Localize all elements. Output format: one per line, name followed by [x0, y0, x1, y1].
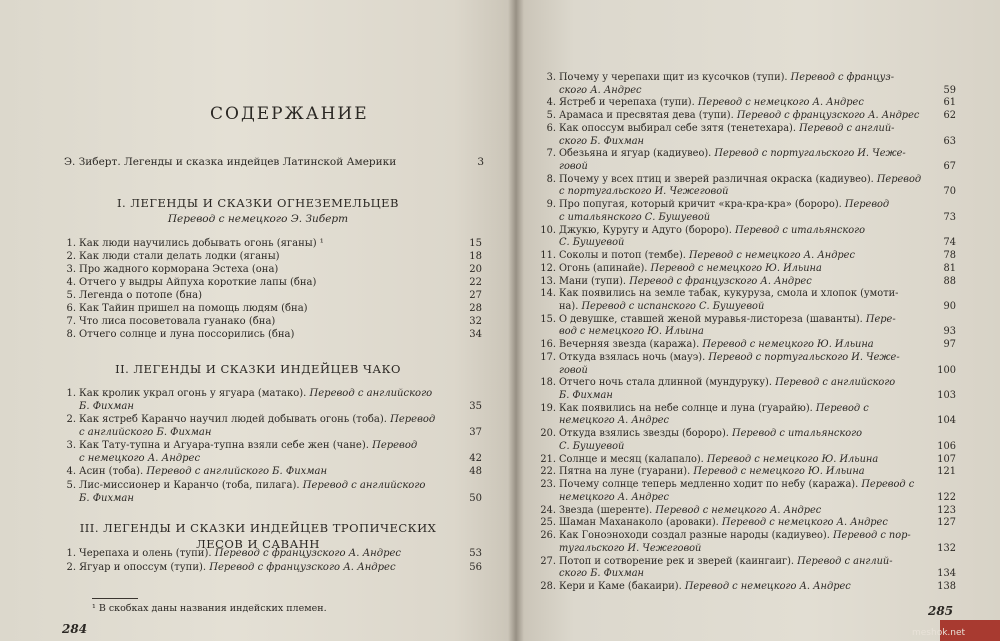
entry-line: [536, 174, 956, 187]
watermark: meshok.net: [912, 628, 966, 638]
entry-page: 73: [943, 211, 956, 223]
entry-translator-cont: Б. Фихман: [79, 400, 134, 412]
section3-heading-line1: III. ЛЕГЕНДЫ И СКАЗКИ ИНДЕЙЦЕВ ТРОПИЧЕСКИХ: [79, 521, 437, 535]
entry-title: Лис-миссионер и Каранчо (тоба, пилага).: [79, 480, 300, 491]
entry-number: 1.: [66, 548, 76, 559]
entry-title: Почему солнце теперь медленно ходит по небу (каража).: [559, 479, 859, 491]
entry-number: 10.: [540, 224, 556, 236]
page-title: СОДЕРЖАНИЕ: [210, 104, 369, 124]
entry-page: 104: [937, 415, 956, 427]
entry-number: 6.: [546, 123, 556, 134]
entry-line: [536, 110, 956, 123]
toc-entry: [536, 97, 956, 110]
entry-line: [536, 581, 956, 594]
toc-entry: [536, 263, 956, 276]
entry-line: [536, 505, 956, 518]
entry-title: Отчего ночь стала длинной (мундуруку).: [559, 377, 772, 389]
entry-title: Как Тату-тупна и Агуара-тупна взяли себе жен (чане).: [79, 440, 369, 451]
entry-page: 34: [469, 329, 482, 340]
entry-line: [536, 339, 956, 352]
entry-line: [62, 440, 482, 453]
entry-title: Черепаха и олень (тупи).: [79, 548, 212, 559]
entry-number: 1.: [66, 388, 76, 399]
toc-entry: [62, 480, 482, 505]
entry-number: 16.: [540, 339, 556, 351]
toc-entry: [62, 388, 482, 413]
entry-title: Откуда взялись звезды (бороро).: [559, 428, 729, 440]
entry-title: Как опоссум выбирал себе зятя (тенетехара).: [559, 123, 796, 134]
entry-line: [536, 199, 956, 212]
entry-title: Про жадного корморана Эстеха (она): [79, 264, 279, 275]
entry-translator: Перевод с французского А. Андрес: [214, 548, 402, 559]
entry-number: 17.: [540, 352, 556, 363]
intro-entry: [64, 156, 484, 168]
toc-entry: [62, 238, 482, 251]
entry-translator: Перевод с англий-: [799, 123, 895, 134]
toc-entry: [62, 548, 482, 561]
entry-page: 81: [943, 262, 956, 274]
intro-text: Э. Зиберт. Легенды и сказка индейцев Латинской Америки: [64, 156, 397, 168]
entry-translator-cont: говой: [559, 160, 588, 172]
entry-number: 7.: [546, 148, 556, 160]
entry-translator: Перевод с немецкого А. Андрес: [721, 517, 888, 529]
entry-page: 15: [469, 238, 482, 249]
toc-entry: [62, 440, 482, 465]
section3-heading-line2: ЛЕСОВ И САВАНН: [196, 537, 320, 551]
entry-number: 2.: [66, 414, 76, 425]
toc-entry: [62, 290, 482, 303]
entry-page: 103: [937, 389, 956, 401]
entry-translator: Перевод с английского: [775, 377, 896, 389]
entry-page: 63: [943, 135, 956, 147]
toc-entry: [536, 479, 956, 504]
entry-translator-cont: вод с немецкого Ю. Ильина: [559, 326, 704, 338]
toc-entry: [536, 174, 956, 199]
entry-translator: Перевод с португальского И. Чеже-: [714, 148, 906, 160]
entry-page: 62: [943, 110, 956, 122]
entry-number: 4.: [66, 277, 76, 288]
entry-line-2: [536, 136, 956, 149]
entry-line-2: [536, 390, 956, 403]
entry-line: [536, 288, 956, 301]
entry-title: Почему у всех птиц и зверей различная окраска (кадиувео).: [559, 173, 874, 185]
entry-line-2: [62, 493, 482, 506]
entry-title: Ястреб и черепаха (тупи).: [559, 97, 695, 109]
entry-page: 35: [469, 400, 482, 412]
entry-page: 22: [469, 277, 482, 288]
entry-translator: Перевод с немецкого Ю. Ильина: [702, 339, 874, 351]
toc-entry: [62, 277, 482, 290]
toc-entry: [536, 199, 956, 224]
entry-page: 59: [943, 84, 956, 96]
toc-entry: [536, 225, 956, 250]
entry-line-2: [536, 415, 956, 428]
entry-number: 25.: [540, 517, 556, 529]
footnote: ¹ В скобках даны названия индейских племен.: [92, 603, 327, 614]
toc-entry: [536, 377, 956, 402]
entry-page: 88: [943, 275, 956, 287]
entry-number: 20.: [540, 428, 556, 440]
entry-number: 18.: [540, 377, 556, 389]
entry-number: 13.: [540, 275, 556, 287]
toc-entry: [536, 72, 956, 97]
entry-title: Почему у черепахи щит из кусочков (тупи).: [559, 72, 788, 83]
entry-page: 100: [937, 364, 956, 376]
right-folio: 285: [928, 604, 954, 618]
entry-title: Кери и Каме (бакаири).: [559, 581, 682, 592]
entry-line: [536, 530, 956, 543]
entry-line: [536, 517, 956, 530]
entry-translator-cont: немецкого А. Андрес: [559, 491, 670, 503]
toc-entry: [536, 403, 956, 428]
entry-line: [536, 556, 956, 569]
entry-line: [62, 480, 482, 493]
entry-page: 27: [469, 290, 482, 301]
entry-translator: Перевод с англий-: [797, 555, 893, 567]
entry-page: 127: [937, 517, 956, 529]
entry-translator-cont: с английского Б. Фихман: [79, 426, 212, 438]
entry-number: 3.: [546, 72, 556, 83]
entry-page: 32: [469, 316, 482, 327]
entry-line: [536, 250, 956, 263]
entry-translator-cont: ского А. Андрес: [559, 84, 642, 96]
entry-translator-cont: Б. Фихман: [79, 492, 134, 504]
entry-page: 67: [943, 160, 956, 172]
toc-entry: [536, 339, 956, 352]
entry-page: 138: [937, 581, 956, 592]
entry-translator-cont: Б. Фихман: [559, 389, 613, 401]
entry-title: Соколы и потоп (тембе).: [559, 250, 686, 261]
entry-page: 42: [469, 452, 482, 464]
entry-number: 28.: [540, 581, 556, 592]
entry-number: 8.: [546, 173, 556, 185]
entry-translator-cont: с португальского И. Чежеговой: [559, 186, 729, 198]
toc-entry: [62, 264, 482, 277]
entry-translator: Перевод с французского А. Андрес: [736, 110, 920, 122]
entry-translator: Перевод с испанского С. Бушуевой: [581, 300, 765, 312]
toc-entry: [536, 123, 956, 148]
entry-number: 4.: [546, 97, 556, 109]
entry-title: Джукю, Куругу и Адуго (бороро).: [559, 224, 732, 236]
entry-translator: Перевод с: [861, 479, 915, 491]
toc-entry: [62, 466, 482, 479]
entry-number: 9.: [546, 199, 556, 211]
entry-number: 14.: [540, 288, 556, 300]
left-folio: 284: [62, 622, 88, 636]
entry-line-2: [536, 186, 956, 199]
entry-line: [536, 97, 956, 110]
entry-line: [62, 466, 482, 479]
intro-page: 3: [477, 156, 484, 168]
entry-title: Что лиса посоветовала гуанако (бна): [79, 316, 276, 327]
toc-entry: [536, 517, 956, 530]
entry-translator: Перевод с немецкого Ю. Ильина: [693, 466, 865, 478]
entry-title: Как Тайин пришел на помощь людям (бна): [79, 303, 308, 314]
toc-entry: [536, 314, 956, 339]
entry-line-2: [536, 365, 956, 378]
entry-line: [536, 428, 956, 441]
entry-page: 53: [469, 548, 482, 559]
entry-line-2: [536, 237, 956, 250]
entry-page: 18: [469, 251, 482, 262]
entry-page: 134: [937, 568, 956, 580]
entry-title: Откуда взялась ночь (мауэ).: [559, 352, 706, 363]
entry-translator-cont: на).: [559, 300, 579, 312]
entry-title: Как кролик украл огонь у ягуара (матако).: [79, 388, 307, 399]
entry-number: 21.: [540, 453, 556, 465]
entry-translator: Перевод с пор-: [833, 530, 911, 542]
toc-entry: [62, 316, 482, 329]
entry-line: [536, 72, 956, 85]
entry-page: 107: [937, 453, 956, 465]
entry-translator: Перевод с французского А. Андрес: [209, 562, 396, 573]
entry-title: Звезда (шеренте).: [559, 504, 653, 516]
entry-line-2: [536, 568, 956, 581]
entry-page: 132: [937, 542, 956, 554]
entry-translator-cont: ского Б. Фихман: [559, 135, 645, 147]
entry-translator: Пере-: [865, 313, 896, 325]
toc-entry: [62, 562, 482, 575]
entry-title: Как Гоноэноходи создал разные народы (кадиувео).: [559, 530, 830, 542]
entry-translator: Перевод с немецкого А. Андрес: [697, 97, 864, 109]
entry-page: 97: [943, 339, 956, 351]
entry-translator-cont: с итальянского С. Бушуевой: [559, 211, 711, 223]
entry-page: 106: [937, 440, 956, 452]
entry-line: [536, 123, 956, 136]
entry-page: 122: [937, 491, 956, 503]
toc-entry: [536, 556, 956, 581]
entry-page: 61: [943, 97, 956, 109]
entry-title: Легенда о потопе (бна): [79, 290, 203, 301]
entry-number: 3.: [66, 264, 76, 275]
entry-title: Огонь (апинайе).: [559, 262, 648, 274]
entry-number: 2.: [66, 251, 76, 262]
entry-title: Как ястреб Каранчо научил людей добывать огонь (тоба).: [79, 414, 387, 425]
entry-number: 26.: [540, 530, 556, 542]
entry-number: 1.: [66, 238, 76, 249]
entry-translator-cont: ского Б. Фихман: [559, 568, 645, 580]
entry-translator-cont: С. Бушуевой: [559, 440, 625, 452]
section2-heading: II. ЛЕГЕНДЫ И СКАЗКИ ИНДЕЙЦЕВ ЧАКО: [115, 362, 401, 376]
entry-line-2: [62, 401, 482, 414]
entry-page: 70: [943, 186, 956, 198]
toc-entry: [536, 250, 956, 263]
toc-entry: [536, 505, 956, 518]
entry-number: 5.: [66, 480, 76, 491]
entry-line: [536, 403, 956, 416]
entry-line: [536, 479, 956, 492]
entry-number: 15.: [540, 313, 556, 325]
toc-entry: [536, 276, 956, 289]
toc-entry: [536, 466, 956, 479]
entry-title: Потоп и сотворение рек и зверей (каингаиг).: [559, 555, 795, 567]
entry-page: 20: [469, 264, 482, 275]
entry-translator: Перевод: [876, 173, 922, 185]
entry-number: 2.: [66, 562, 76, 573]
entry-translator: Перевод с итальянского: [735, 224, 866, 236]
entry-title: Про попугая, который кричит «кра-кра-кра» (бороро).: [559, 199, 842, 211]
entry-title: Мани (тупи).: [559, 275, 627, 287]
toc-entry: [62, 329, 482, 342]
entry-number: 8.: [66, 329, 76, 340]
entry-line-2: [536, 492, 956, 505]
entry-title: Вечерняя звезда (каража).: [559, 339, 700, 351]
entry-number: 4.: [66, 466, 76, 477]
entry-line: [536, 454, 956, 467]
toc-entry: [62, 303, 482, 316]
entry-line: [536, 263, 956, 276]
entry-translator: Перевод с английского Б. Фихман: [146, 466, 328, 477]
entry-title: Как появились на небе солнце и луна (гуарайю).: [559, 402, 813, 414]
entry-title: Как люди стали делать лодки (яганы): [79, 251, 280, 262]
toc-entry: [536, 288, 956, 313]
entry-page: 56: [469, 562, 482, 573]
entry-translator: Перевод с француз-: [790, 72, 895, 83]
entry-translator: Перевод с немецкого А. Андрес: [689, 250, 855, 261]
entry-translator: Перевод с: [815, 402, 869, 414]
entry-translator-cont: немецкого А. Андрес: [559, 415, 670, 427]
entry-page: 48: [469, 466, 482, 477]
entry-number: 23.: [540, 479, 556, 491]
entry-page: 37: [469, 426, 482, 438]
entry-title: Солнце и месяц (калапало).: [559, 453, 704, 465]
entry-title: Ягуар и опоссум (тупи).: [79, 562, 207, 573]
entry-translator-cont: С. Бушуевой: [559, 237, 625, 249]
entry-translator: Перевод с итальянского: [732, 428, 863, 440]
entry-page: 90: [943, 300, 956, 312]
entry-title: Шаман Маханаколо (ароваки).: [559, 517, 719, 529]
entry-line-2: [62, 453, 482, 466]
entry-translator: Перевод: [372, 440, 418, 451]
entry-number: 11.: [540, 250, 556, 261]
entry-title: Обезьяна и ягуар (кадиувео).: [559, 148, 712, 160]
entry-page: 123: [937, 504, 956, 516]
entry-translator: Перевод с немецкого Ю. Ильина: [706, 453, 879, 465]
entry-number: 6.: [66, 303, 76, 314]
entry-line-2: [536, 85, 956, 98]
toc-entry: [62, 414, 482, 439]
entry-page: 28: [469, 303, 482, 314]
entry-translator: Перевод с немецкого Ю. Ильина: [650, 262, 822, 274]
entry-number: 12.: [540, 262, 556, 274]
entry-translator-cont: говой: [559, 364, 588, 376]
entry-translator: Перевод: [390, 414, 436, 425]
entry-title: Как люди научились добывать огонь (яганы) ¹: [79, 238, 324, 249]
entry-translator: Перевод с немецкого А. Андрес: [655, 504, 822, 516]
entry-title: О девушке, ставшей женой муравья-листореза (шаванты).: [559, 313, 863, 325]
entry-line-2: [536, 543, 956, 556]
entry-title: Арамаса и пресвятая дева (тупи).: [559, 110, 734, 122]
toc-entry: [536, 454, 956, 467]
entry-line-2: [536, 441, 956, 454]
entry-title: Пятна на луне (гуарани).: [559, 466, 691, 478]
entry-translator: Перевод с английского: [309, 388, 433, 399]
entry-number: 19.: [540, 402, 556, 414]
entry-translator: Перевод с английского: [302, 480, 426, 491]
entry-line: [62, 414, 482, 427]
entry-page: 121: [937, 466, 956, 478]
entry-line-2: [536, 161, 956, 174]
entry-line-2: [62, 427, 482, 440]
entry-line: [536, 314, 956, 327]
entry-number: 3.: [66, 440, 76, 451]
toc-entry: [536, 148, 956, 173]
section1-heading: I. ЛЕГЕНДЫ И СКАЗКИ ОГНЕЗЕМЕЛЬЦЕВ: [117, 196, 399, 210]
toc-entry: [536, 581, 956, 594]
entry-translator: Перевод с немецкого А. Андрес: [684, 581, 851, 592]
entry-number: 5.: [66, 290, 76, 301]
entry-line: [536, 352, 956, 365]
entry-number: 5.: [546, 110, 556, 122]
toc-entry: [536, 530, 956, 555]
entry-line: [536, 148, 956, 161]
entry-line: [62, 388, 482, 401]
entry-title: Отчего солнце и луна поссорились (бна): [79, 329, 295, 340]
entry-number: 7.: [66, 316, 76, 327]
entry-translator: Перевод: [844, 199, 890, 211]
entry-page: 78: [943, 250, 956, 261]
entry-page: 93: [943, 326, 956, 338]
entry-line: [536, 225, 956, 238]
book-gutter: [508, 0, 524, 641]
entry-page: 50: [469, 492, 482, 504]
entry-line: [536, 276, 956, 289]
toc-entry: [62, 251, 482, 264]
entry-number: 24.: [540, 504, 556, 516]
entry-translator: Перевод с португальского И. Чеже-: [708, 352, 900, 363]
section1-subtitle: Перевод с немецкого Э. Зиберт: [167, 213, 349, 225]
entry-title: Отчего у выдры Айпуха короткие лапы (бна): [79, 277, 317, 288]
entry-line: [536, 466, 956, 479]
right-page: [516, 0, 1000, 641]
entry-number: 22.: [540, 466, 556, 478]
footnote-divider: [92, 598, 138, 599]
entry-number: 27.: [540, 555, 556, 567]
entry-translator: Перевод с французского А. Андрес: [629, 275, 812, 287]
entry-title: Асин (тоба).: [79, 466, 144, 477]
toc-entry: [536, 110, 956, 123]
entry-title: Как появились на земле табак, кукуруза, смола и хлопок (умоти-: [559, 288, 899, 300]
entry-line-2: [536, 301, 956, 314]
entry-line-2: [536, 326, 956, 339]
entry-translator-cont: с немецкого А. Андрес: [79, 452, 201, 464]
entry-page: 74: [943, 237, 956, 249]
entry-translator-cont: тугальского И. Чежеговой: [559, 542, 702, 554]
toc-entry: [536, 428, 956, 453]
entry-line: [536, 377, 956, 390]
entry-line-2: [536, 212, 956, 225]
toc-entry: [536, 352, 956, 377]
